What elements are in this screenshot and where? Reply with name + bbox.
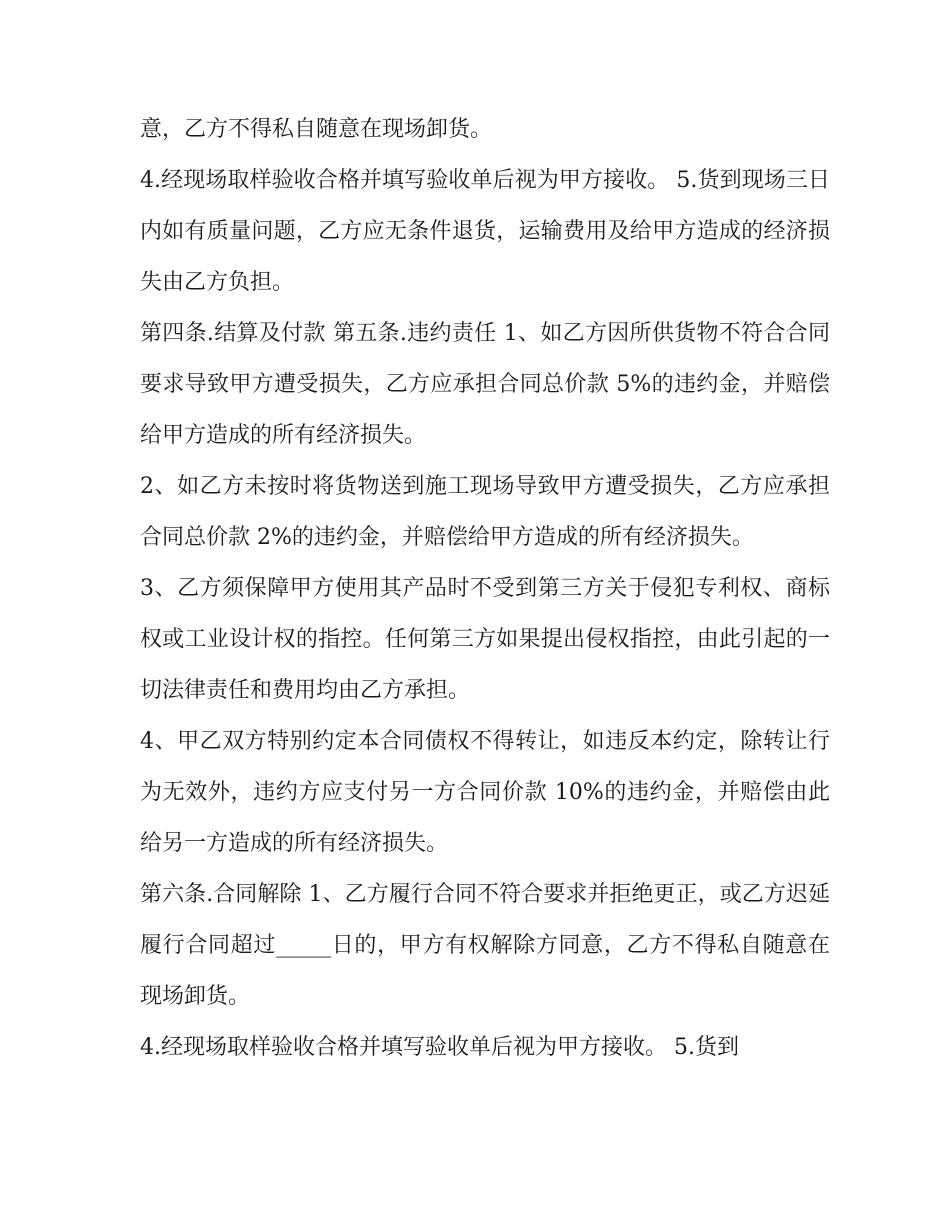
paragraph-acceptance-clause-repeat: 4.经现场取样验收合格并填写验收单后视为甲方接收。 5.货到 xyxy=(140,1035,739,1060)
paragraph-unloading-clause: 意，乙方不得私自随意在现场卸货。 xyxy=(140,117,493,142)
paragraph-article-4-5: 第四条.结算及付款 第五条.违约责任 1、如乙方因所供货物不符合合同要求导致甲方遭受损失，乙方应承担合同总价款 5%的违约金，并赔偿给甲方造成的所有经济损失。 xyxy=(140,321,830,448)
document-body xyxy=(140,104,830,1073)
paragraph-liability-3: 3、乙方须保障甲方使用其产品时不受到第三方关于侵犯专利权、商标权或工业设计权的指控。任何第三方如果提出侵权指控，由此引起的一切法律责任和费用均由乙方承担。 xyxy=(140,576,830,703)
paragraph-liability-2: 2、如乙方未按时将货物送到施工现场导致甲方遭受损失，乙方应承担合同总价款 2%的违约金，并赔偿给甲方造成的所有经济损失。 xyxy=(140,474,830,550)
paragraph-acceptance-clause: 4.经现场取样验收合格并填写验收单后视为甲方接收。 5.货到现场三日内如有质量问题，乙方应无条件退货，运输费用及给甲方造成的经济损失由乙方负担。 xyxy=(140,168,830,295)
paragraph-article-6: 第六条.合同解除 1、乙方履行合同不符合要求并拒绝更正，或乙方迟延履行合同超过_____日的，甲方有权解除方同意，乙方不得私自随意在现场卸货。 xyxy=(140,882,830,1009)
paragraph-liability-4: 4、甲乙双方特别约定本合同债权不得转让，如违反本约定，除转让行为无效外，违约方应支付另一方合同价款 10%的违约金，并赔偿由此给另一方造成的所有经济损失。 xyxy=(140,729,830,856)
